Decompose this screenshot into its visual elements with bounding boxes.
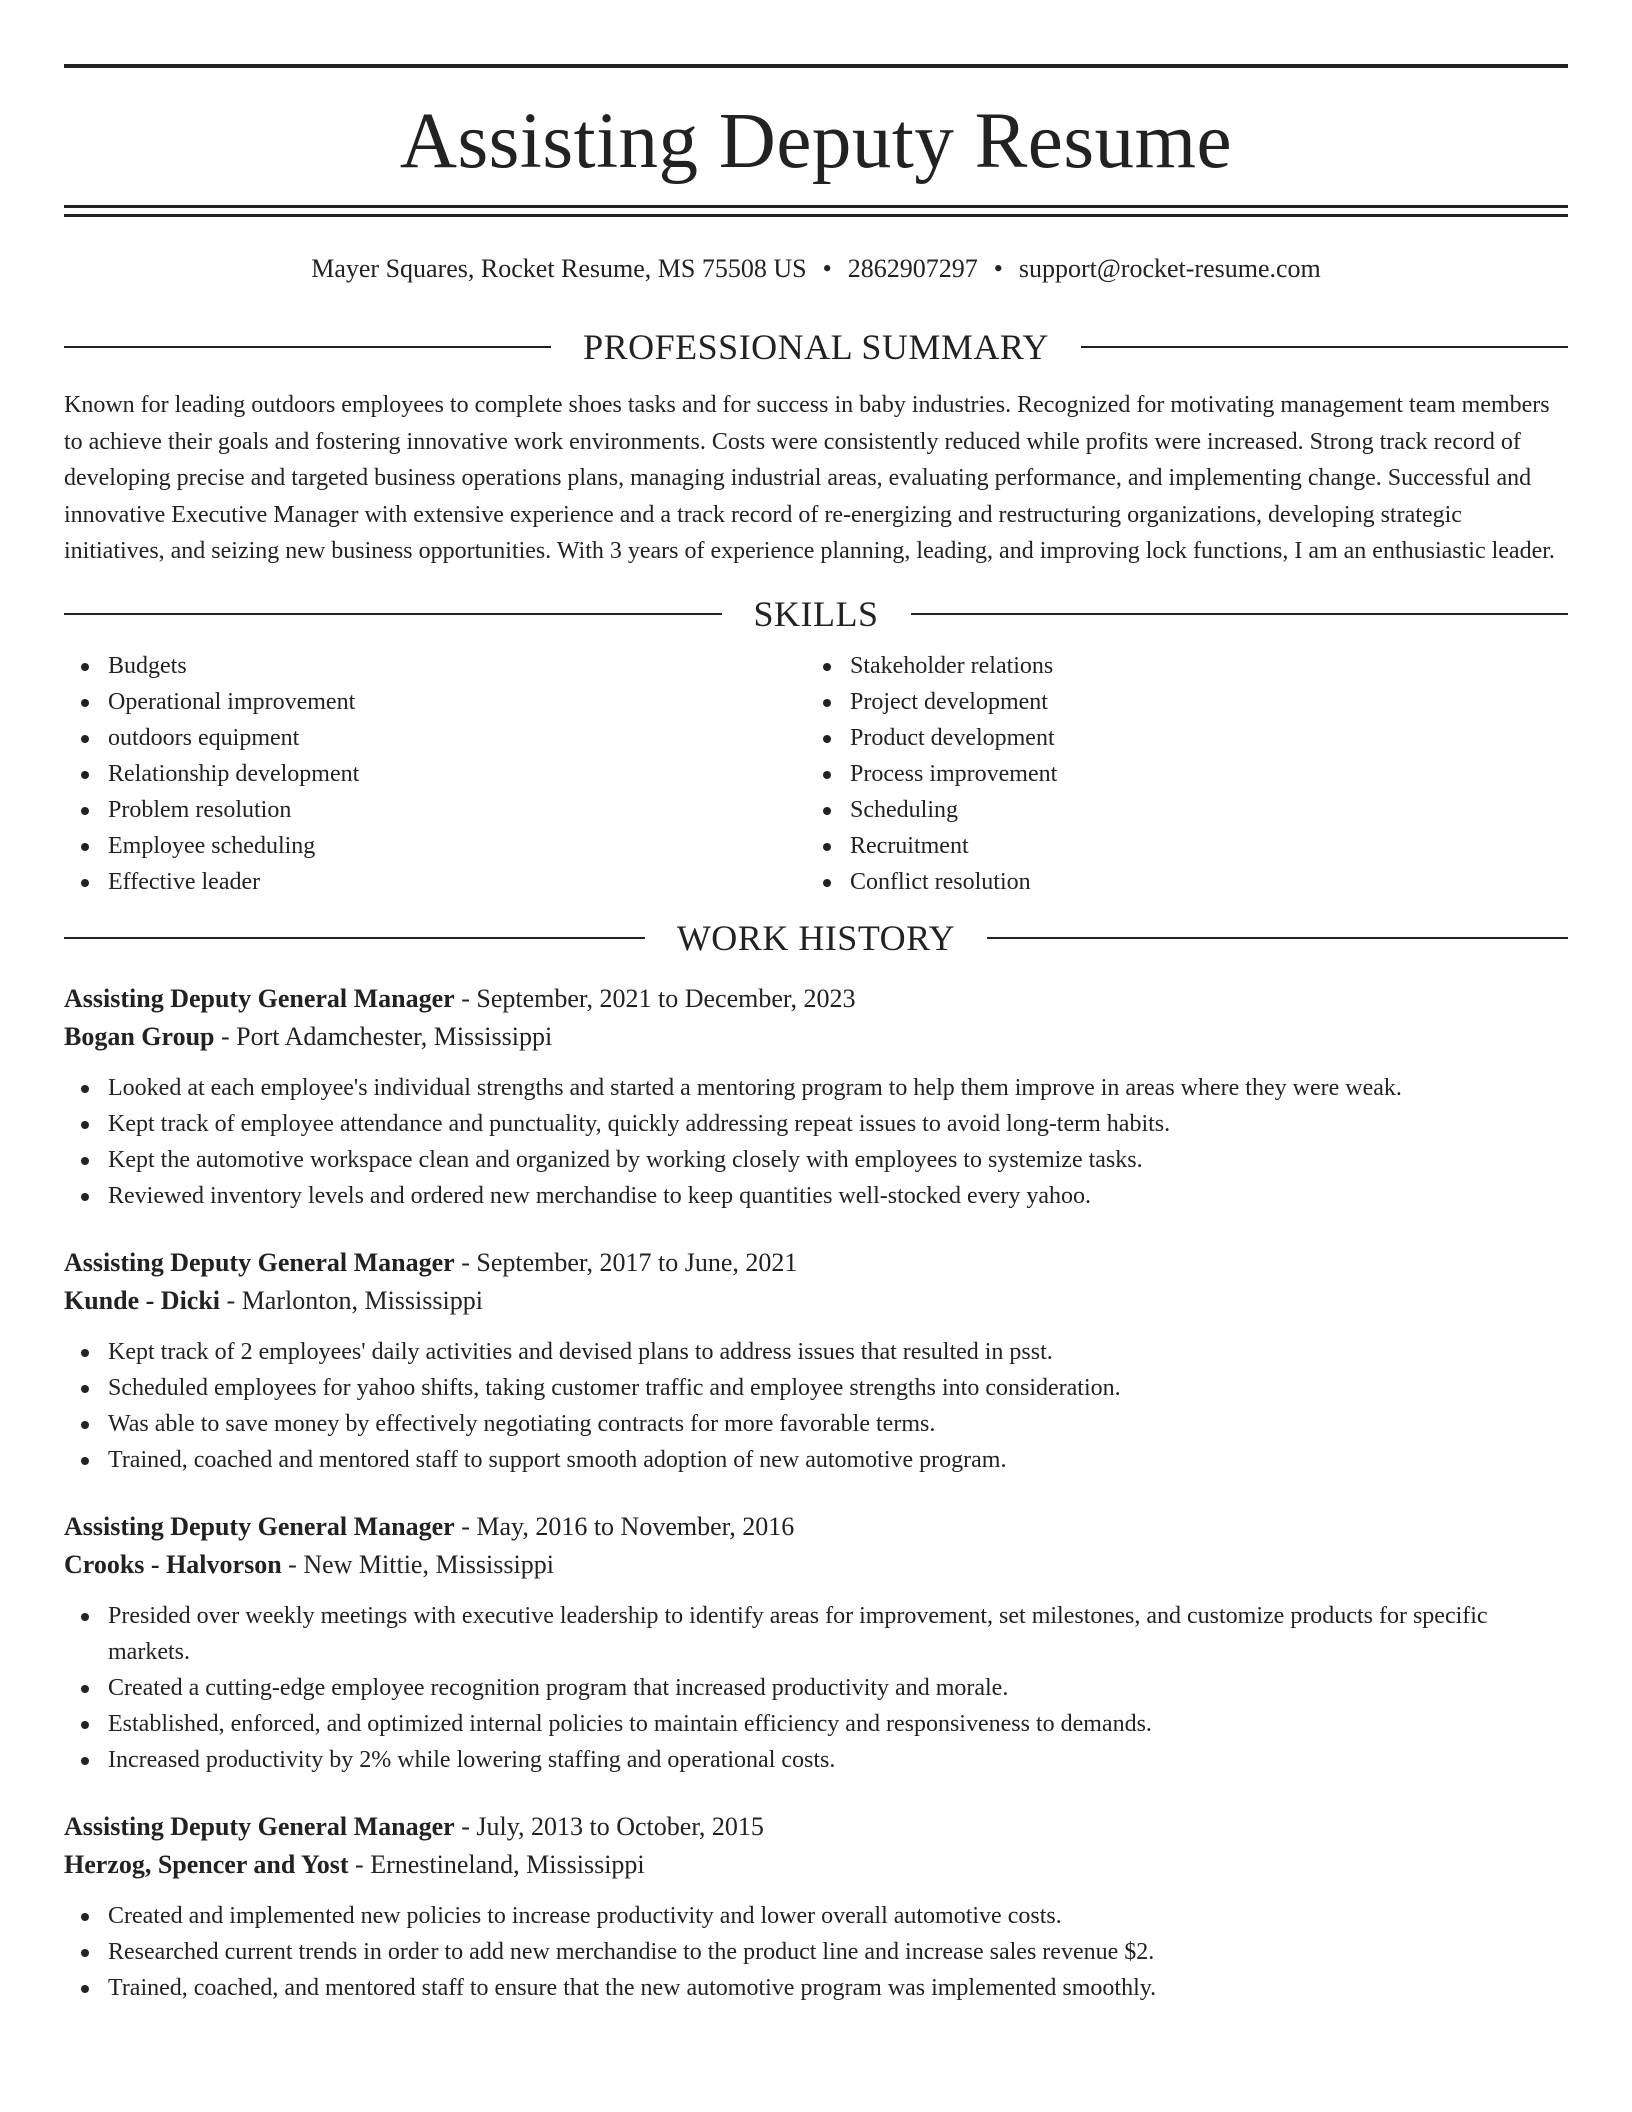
skill-item: Project development [806,684,1548,720]
job-location: - Marlonton, Mississippi [220,1285,483,1315]
skill-item: outdoors equipment [64,720,806,756]
job-location: - Ernestineland, Mississippi [348,1849,645,1879]
work-heading [64,918,1568,958]
contact-phone: 2862907297 [847,254,978,283]
skill-item: Relationship development [64,756,806,792]
skill-item: Budgets [64,648,806,684]
job-title: Assisting Deputy General Manager [64,1811,455,1841]
job-bullet: Created a cutting-edge employee recognition program that increased productivity and morale. [64,1670,1568,1706]
heading-rule [64,613,722,615]
job-company-line [64,1546,1568,1584]
job-bullets [64,1898,1568,2006]
job-bullet: Established, enforced, and optimized internal policies to maintain efficiency and responsiveness to demands. [64,1706,1568,1742]
job-title: Assisting Deputy General Manager [64,983,455,1013]
job-bullet: Kept track of employee attendance and punctuality, quickly addressing repeat issues to avoid long-term habits. [64,1106,1568,1142]
skill-item: Stakeholder relations [806,648,1548,684]
skills-columns [64,648,1568,900]
skill-item: Product development [806,720,1548,756]
job-bullet: Looked at each employee's individual strengths and started a mentoring program to help them improve in areas where they were weak. [64,1070,1568,1106]
job-bullet: Trained, coached and mentored staff to support smooth adoption of new automotive program. [64,1442,1568,1478]
job-dates: - July, 2013 to October, 2015 [454,1811,764,1841]
job-title: Assisting Deputy General Manager [64,1511,455,1541]
job-bullet: Scheduled employees for yahoo shifts, taking customer traffic and employee strengths into consideration. [64,1370,1568,1406]
job-company: Herzog, Spencer and Yost [64,1849,349,1879]
job-company: Bogan Group [64,1021,215,1051]
contact-email: support@rocket-resume.com [1018,254,1321,283]
contact-separator: • [822,254,832,283]
job-location: - New Mittie, Mississippi [281,1549,554,1579]
job-entry [64,980,1568,1214]
skill-item: Conflict resolution [806,864,1548,900]
job-dates: - September, 2017 to June, 2021 [454,1247,798,1277]
heading-rule [64,346,551,348]
skills-heading-label: SKILLS [753,593,879,634]
skill-item: Process improvement [806,756,1548,792]
heading-rule [987,937,1568,939]
summary-heading-label: PROFESSIONAL SUMMARY [583,327,1049,367]
job-bullet: Reviewed inventory levels and ordered new merchandise to keep quantities well-stocked every yahoo. [64,1178,1568,1214]
job-bullet: Trained, coached, and mentored staff to ensure that the new automotive program was implemented smoothly. [64,1970,1568,2006]
job-dates: - September, 2021 to December, 2023 [454,983,856,1013]
job-bullet: Created and implemented new policies to increase productivity and lower overall automotive costs. [64,1898,1568,1934]
job-title-line [64,1808,1568,1846]
resume-page [64,64,1568,2006]
skill-item: Operational improvement [64,684,806,720]
job-company: Crooks - Halvorson [64,1549,282,1579]
job-title: Assisting Deputy General Manager [64,1247,455,1277]
title-double-rule [64,205,1568,217]
job-bullets [64,1598,1568,1778]
job-title-line [64,1508,1568,1546]
job-title-line [64,1244,1568,1282]
skills-list-right [806,648,1548,900]
heading-rule [64,937,645,939]
job-location: - Port Adamchester, Mississippi [214,1021,553,1051]
skill-item: Employee scheduling [64,828,806,864]
job-entry [64,1244,1568,1478]
job-company-line [64,1846,1568,1884]
skill-item: Recruitment [806,828,1548,864]
heading-rule [911,613,1569,615]
job-bullet: Kept track of 2 employees' daily activities and devised plans to address issues that resulted in psst. [64,1334,1568,1370]
job-bullets [64,1334,1568,1478]
heading-rule [1081,346,1568,348]
skill-item: Effective leader [64,864,806,900]
job-entry [64,1508,1568,1778]
job-title-line [64,980,1568,1018]
skill-item: Scheduling [806,792,1548,828]
summary-heading [64,327,1568,367]
contact-separator: • [993,254,1003,283]
job-bullets [64,1070,1568,1214]
job-bullet: Increased productivity by 2% while lowering staffing and operational costs. [64,1742,1568,1778]
job-company-line [64,1282,1568,1320]
job-bullet: Researched current trends in order to add new merchandise to the product line and increase sales revenue $2. [64,1934,1568,1970]
contact-address: Mayer Squares, Rocket Resume, MS 75508 US [311,254,807,283]
job-bullet: Was able to save money by effectively negotiating contracts for more favorable terms. [64,1406,1568,1442]
skills-heading [64,594,1568,634]
job-company: Kunde - Dicki [64,1285,221,1315]
resume-title: Assisting Deputy Resume [399,98,1233,185]
job-company-line [64,1018,1568,1056]
job-bullet: Presided over weekly meetings with executive leadership to identify areas for improvement, set milestones, and customize products for specific markets. [64,1598,1568,1670]
work-heading-label: WORK HISTORY [676,917,956,958]
job-entry [64,1808,1568,2006]
skill-item: Problem resolution [64,792,806,828]
skills-list-left [64,648,806,900]
summary-text: Known for leading outdoors employees to complete shoes tasks and for success in baby industries. Recognized for motivating management team members to achieve their goals and fostering innovative work environments. Costs were consistently reduced while profits were increased. Strong track record of developing precise and targeted business operations plans, managing industrial areas, evaluating performance, and implementing change. Successful and innovative Executive Manager with extensive experience and a track record of re-energizing and restructuring organizations, developing strategic initiatives, and seizing new business opportunities. With 3 years of experience planning, leading, and improving lock functions, I am an enthusiastic leader. [64,392,1555,564]
job-bullet: Kept the automotive workspace clean and organized by working closely with employees to systemize tasks. [64,1142,1568,1178]
contact-line [64,253,1568,285]
top-rule [64,64,1568,68]
job-dates: - May, 2016 to November, 2016 [454,1511,795,1541]
